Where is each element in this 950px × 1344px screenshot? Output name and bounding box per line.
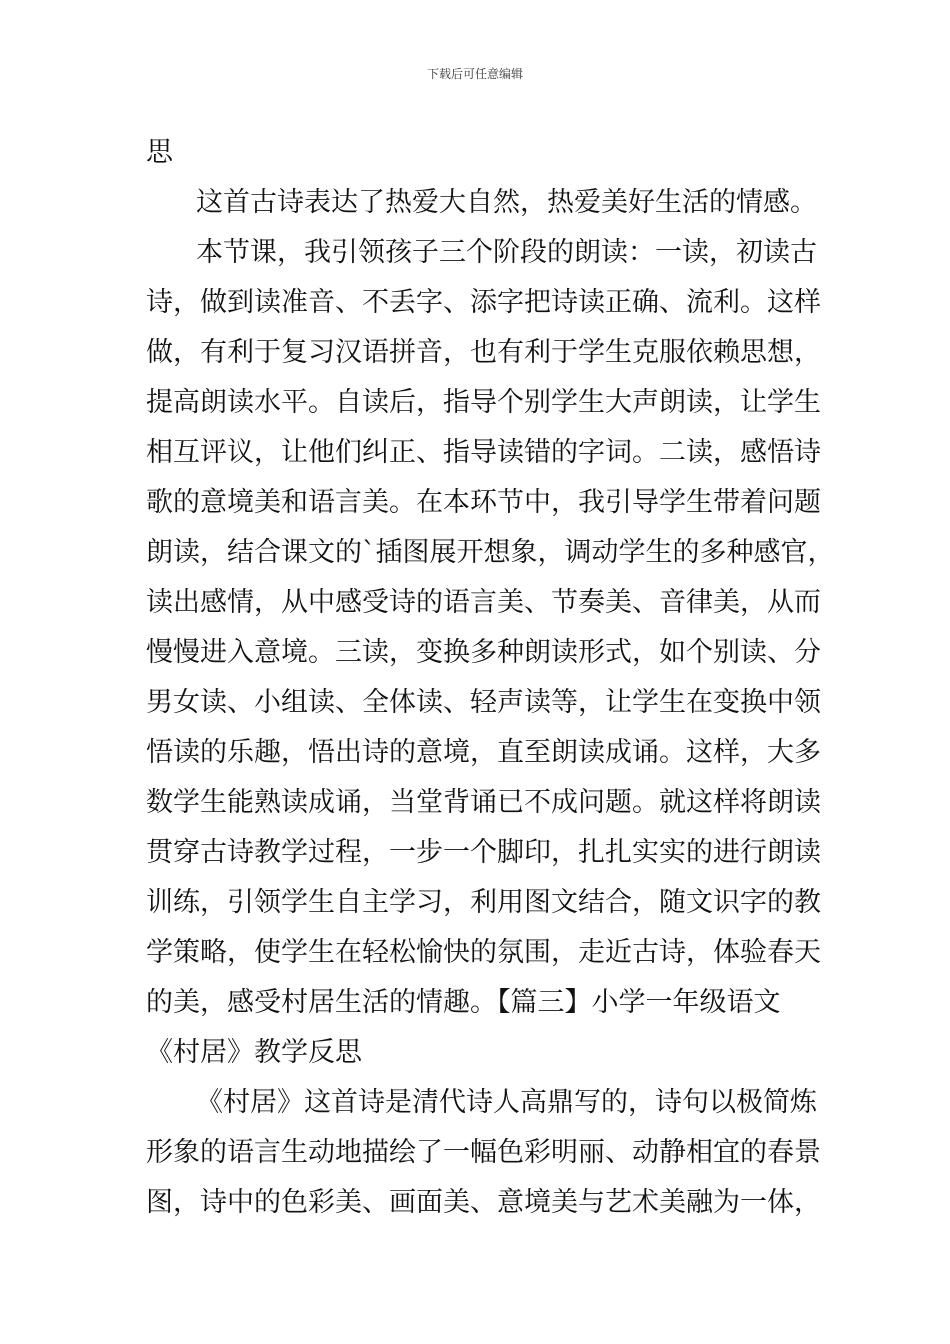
paragraph-first-line: 本节课，我引领孩子三个阶段的朗读：一读，初读古 (196, 237, 817, 268)
text-line: 训练，引领学生自主学习，利用图文结合，随文识字的教 (146, 887, 821, 918)
text-line: 歌的意境美和语言美。在本环节中，我引导学生带着问题 (146, 487, 821, 518)
text-line: 悟读的乐趣，悟出诗的意境，直至朗读成诵。这样，大多 (146, 737, 821, 768)
text-line: 相互评议，让他们纠正、指导读错的字词。二读，感悟诗 (146, 437, 821, 468)
text-line: 男女读、小组读、全体读、轻声读等，让学生在变换中领 (146, 687, 821, 718)
text-line: 思 (146, 137, 173, 168)
text-line: 慢慢进入意境。三读，变换多种朗读形式，如个别读、分 (146, 637, 821, 668)
text-line: 《村居》教学反思 (146, 1037, 362, 1068)
text-line: 图，诗中的色彩美、画面美、意境美与艺术美融为一体， (146, 1187, 821, 1218)
document-body (146, 128, 835, 1228)
paragraph-first-line: 这首古诗表达了热爱大自然，热爱美好生活的情感。 (196, 187, 817, 218)
page-header: 下载后可任意编辑 (426, 67, 523, 81)
text-line: 提高朗读水平。自读后，指导个别学生大声朗读，让学生 (146, 387, 821, 418)
text-line: 学策略，使学生在轻松愉快的氛围，走近古诗，体验春天 (146, 937, 821, 968)
text-line: 读出感情，从中感受诗的语言美、节奏美、音律美，从而 (146, 587, 821, 618)
text-line: 朗读，结合课文的`插图展开想象，调动学生的多种感官， (146, 537, 835, 568)
text-line: 数学生能熟读成诵，当堂背诵已不成问题。就这样将朗读 (146, 787, 821, 818)
text-line: 的美，感受村居生活的情趣。【篇三】小学一年级语文 (146, 987, 781, 1018)
paragraph-first-line: 《村居》这首诗是清代诗人高鼎写的，诗句以极简炼 (196, 1087, 817, 1118)
text-line: 形象的语言生动地描绘了一幅色彩明丽、动静相宜的春景 (146, 1137, 821, 1168)
text-line: 诗，做到读准音、不丢字、添字把诗读正确、流利。这样 (146, 287, 821, 318)
text-line: 贯穿古诗教学过程，一步一个脚印，扎扎实实的进行朗读 (146, 837, 821, 868)
text-line: 做，有利于复习汉语拼音，也有利于学生克服依赖思想， (146, 337, 821, 368)
